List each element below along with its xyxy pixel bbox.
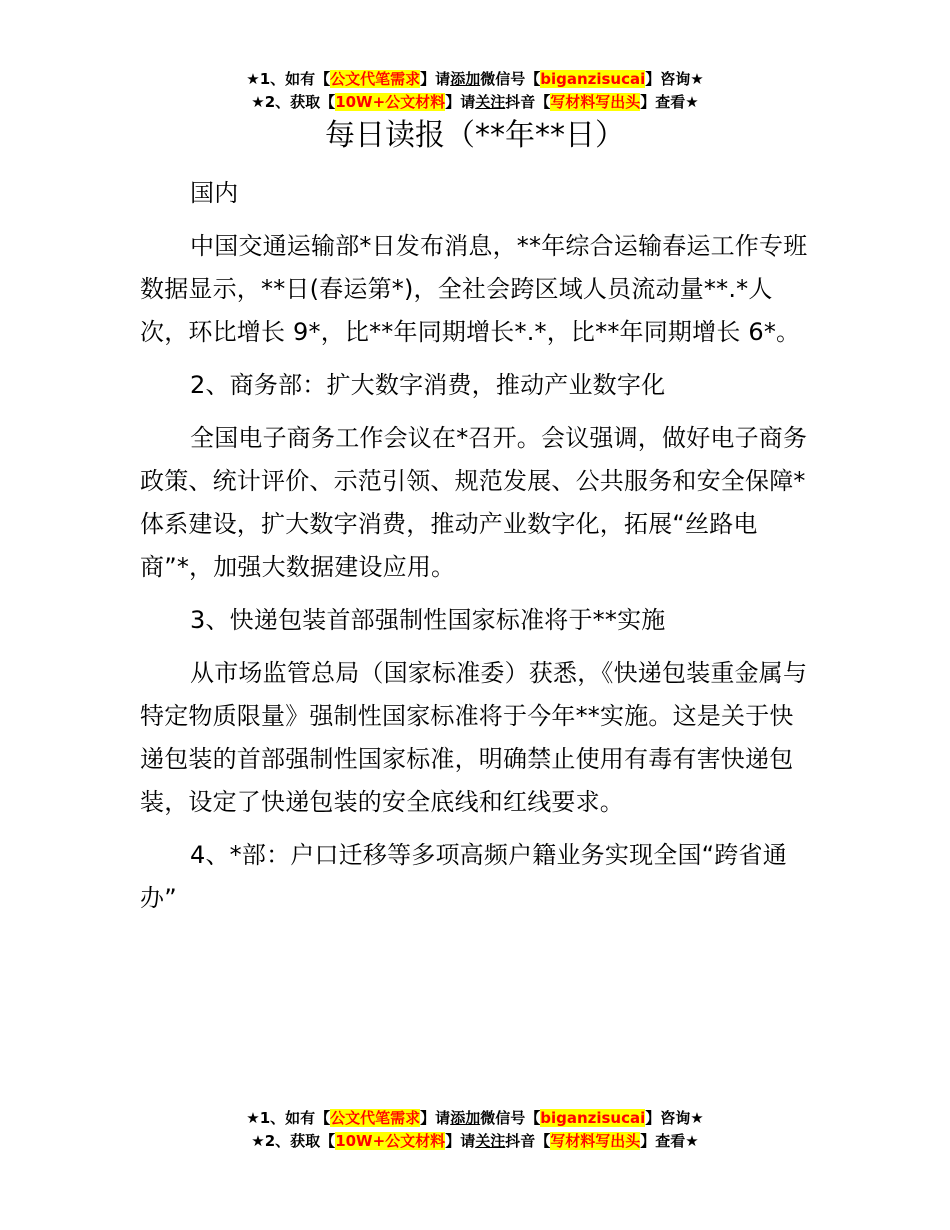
banner-line-2 xyxy=(0,91,950,114)
banner-highlight: 10W+公文材料 xyxy=(335,1132,446,1150)
paragraph-item-heading: 2、商务部：扩大数字消费，推动产业数字化 xyxy=(190,371,666,399)
banner-highlight: 公文代笔需求 xyxy=(330,70,421,88)
banner-text: 】请 xyxy=(420,70,451,88)
document-body xyxy=(140,172,812,930)
banner-text: 抖音【 xyxy=(505,93,551,111)
paragraph-item-heading: 3、快递包装首部强制性国家标准将于**实施 xyxy=(190,606,666,634)
banner-highlight-douyin-id: 写材料写出头 xyxy=(550,1132,641,1150)
banner-text: 】咨询★ xyxy=(645,1109,704,1127)
banner-highlight: 10W+公文材料 xyxy=(335,93,446,111)
banner-highlight-douyin-id: 写材料写出头 xyxy=(550,93,641,111)
banner-text: 】请 xyxy=(445,1132,476,1150)
paragraph-body: 从市场监管总局（国家标准委）获悉，《快递包装重金属与特定物质限量》强制性国家标准将于今年**实施。这是关于快递包装的首部强制性国家标准，明确禁止使用有毒有害快递包装，设定了快递包装的安全底线和红线要求。 xyxy=(140,659,808,816)
paragraph-body: 全国电子商务工作会议在*召开。会议强调，做好电子商务政策、统计评价、示范引领、规范发展、公共服务和安全保障*体系建设，扩大数字消费，推动产业数字化，拓展“丝路电商”*，加强大数据建设应用。 xyxy=(140,424,808,581)
banner-text: 】查看★ xyxy=(640,93,699,111)
banner-text: 微信号【 xyxy=(480,70,541,88)
banner-underlined-text: 关注 xyxy=(475,93,506,111)
header-banner xyxy=(0,68,950,114)
paragraph-item-heading: 4、*部：户口迁移等多项高频户籍业务实现全国“跨省通办” xyxy=(140,841,787,912)
banner-underlined-text: 关注 xyxy=(475,1132,506,1150)
banner-underlined-text: 添加 xyxy=(450,1109,481,1127)
paragraph-section-heading: 国内 xyxy=(190,179,239,207)
banner-highlight-wechat-id: biganzisucai xyxy=(540,1109,646,1127)
banner-text: 】咨询★ xyxy=(645,70,704,88)
banner-text: ★1、如有【 xyxy=(246,70,331,88)
banner-line-1 xyxy=(0,1107,950,1130)
banner-line-2 xyxy=(0,1130,950,1153)
banner-text: ★2、获取【 xyxy=(251,1132,336,1150)
banner-text: 抖音【 xyxy=(505,1132,551,1150)
footer-banner xyxy=(0,1107,950,1153)
banner-line-1 xyxy=(0,68,950,91)
paragraph-body: 中国交通运输部*日发布消息，**年综合运输春运工作专班数据显示，**日(春运第*)，全社会跨区域人员流动量**.*人次，环比增长 9*，比**年同期增长*.*，比**年同期增长 6*。 xyxy=(140,232,808,346)
banner-text: 】查看★ xyxy=(640,1132,699,1150)
banner-text: 微信号【 xyxy=(480,1109,541,1127)
banner-underlined-text: 添加 xyxy=(450,70,481,88)
banner-text: ★2、获取【 xyxy=(251,93,336,111)
banner-text: ★1、如有【 xyxy=(246,1109,331,1127)
banner-highlight: 公文代笔需求 xyxy=(330,1109,421,1127)
document-title: 每日读报（**年**日） xyxy=(325,118,625,153)
banner-text: 】请 xyxy=(445,93,476,111)
banner-text: 】请 xyxy=(420,1109,451,1127)
banner-highlight-wechat-id: biganzisucai xyxy=(540,70,646,88)
